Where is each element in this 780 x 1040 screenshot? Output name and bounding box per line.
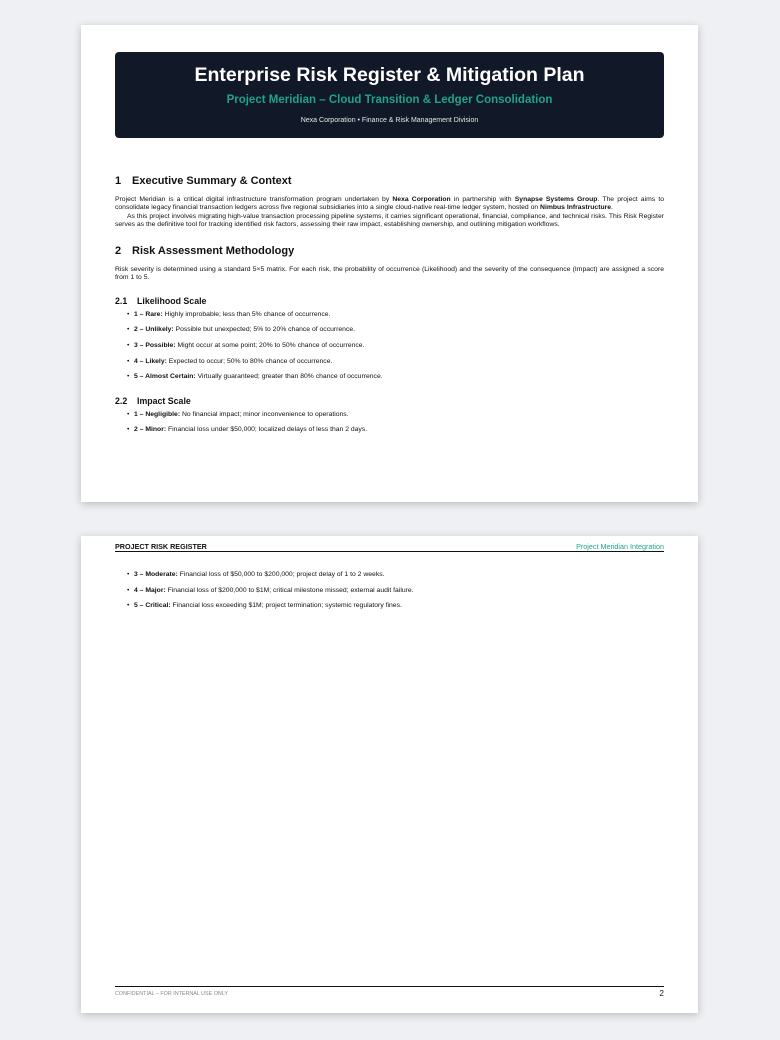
page-1-content <box>115 174 664 442</box>
list-item <box>115 311 664 319</box>
item-label: 5 – Almost Certain: <box>134 373 196 381</box>
company-name-nimbus: Nimbus Infrastructure <box>540 204 612 212</box>
page-footer <box>115 986 664 1000</box>
list-item <box>115 411 664 419</box>
section-title: Risk Assessment Methodology <box>132 245 295 258</box>
likelihood-scale-list <box>115 311 664 382</box>
item-text: No financial impact; minor inconvenience to operations. <box>180 410 349 418</box>
item-text: Might occur at some point; 20% to 50% chance of occurrence. <box>175 341 365 349</box>
subsection-number: 2.2 <box>115 395 128 406</box>
list-item <box>115 571 664 579</box>
document-page-1 <box>81 25 698 502</box>
subsection-2-2-heading <box>115 396 664 407</box>
list-item <box>115 342 664 350</box>
item-label: 4 – Major: <box>134 586 166 594</box>
confidentiality-notice: CONFIDENTIAL – FOR INTERNAL USE ONLY <box>115 991 229 997</box>
item-text: Possible but unexpected; 5% to 20% chance of occurrence. <box>173 326 356 334</box>
list-item <box>115 373 664 381</box>
subsection-title: Impact Scale <box>137 395 191 406</box>
impact-scale-list <box>115 411 664 435</box>
subsection-2-1-heading <box>115 296 664 307</box>
item-text: Expected to occur; 50% to 80% chance of occurrence. <box>166 357 333 365</box>
list-item <box>115 602 664 610</box>
executive-summary-paragraph-2: As this project involves migrating high-value transaction processing pipeline systems, it carries significant operational, financial, compliance, and technical risks. This Risk Register serves as the definitive tool for tracking identified risk factors, assessing their raw impact, establishing ownership, and outlining mitigation workflows. <box>115 212 664 228</box>
list-item <box>115 326 664 334</box>
impact-scale-list-continued <box>115 571 664 610</box>
text-run: in partnership with <box>450 196 515 203</box>
methodology-paragraph: Risk severity is determined using a standard 5×5 matrix. For each risk, the probability of occurrence (Likelihood) and the severity of the consequence (Impact) are assigned a score from 1 to 5. <box>115 266 664 282</box>
section-title: Executive Summary & Context <box>132 175 292 187</box>
subsection-title: Likelihood Scale <box>137 295 207 306</box>
subsection-number: 2.1 <box>115 295 128 306</box>
executive-summary-paragraph-1 <box>115 196 664 213</box>
item-text: Financial loss of $200,000 to $1M; critical milestone missed; external audit failure. <box>165 586 414 594</box>
item-label: 4 – Likely: <box>134 357 167 365</box>
organization-line: Nexa Corporation • Finance & Risk Management Division <box>300 117 479 124</box>
page-number: 2 <box>659 989 664 998</box>
item-label: 3 – Possible: <box>134 341 176 349</box>
item-text: Virtually guaranteed; greater than 80% chance of occurrence. <box>195 373 383 381</box>
item-text: Financial loss exceeding $1M; project termination; systemic regulatory fines. <box>170 602 402 610</box>
item-label: 1 – Negligible: <box>134 410 181 418</box>
text-run: . The project aims to consolidate legacy financial transaction ledgers across five regional subsidiaries into a single cloud-native real-time ledger system, hosted on <box>115 196 664 212</box>
list-item <box>115 587 664 595</box>
list-item <box>115 426 664 434</box>
header-project-name: Project Meridian Integration <box>576 542 664 551</box>
page-2-content <box>115 571 664 618</box>
document-subtitle: Project Meridian – Cloud Transition & Ledger Consolidation <box>226 94 553 106</box>
text-run: Project Meridian is a critical digital infrastructure transformation program undertaken by <box>115 196 393 203</box>
text-run: . <box>611 204 613 212</box>
item-text: Financial loss of $50,000 to $200,000; project delay of 1 to 2 weeks. <box>177 571 385 578</box>
item-text: Financial loss under $50,000; localized delays of less than 2 days. <box>166 426 368 434</box>
list-item <box>115 358 664 366</box>
item-text: Highly improbable; less than 5% chance of occurrence. <box>162 310 331 318</box>
company-name-nexa: Nexa Corporation <box>392 196 451 203</box>
section-1-heading <box>115 174 664 188</box>
document-title: Enterprise Risk Register & Mitigation Plan <box>194 64 585 86</box>
section-2-heading <box>115 244 664 258</box>
item-label: 1 – Rare: <box>134 310 163 318</box>
item-label: 2 – Unlikely: <box>134 326 174 334</box>
title-banner <box>115 52 664 138</box>
section-number: 2 <box>115 245 122 258</box>
header-document-name: PROJECT RISK REGISTER <box>115 542 207 551</box>
section-number: 1 <box>115 175 122 187</box>
running-header <box>115 540 664 552</box>
item-label: 5 – Critical: <box>134 602 171 610</box>
document-page-2 <box>81 536 698 1013</box>
item-label: 2 – Minor: <box>134 426 167 434</box>
item-label: 3 – Moderate: <box>134 571 178 578</box>
company-name-synapse: Synapse Systems Group <box>514 196 598 203</box>
